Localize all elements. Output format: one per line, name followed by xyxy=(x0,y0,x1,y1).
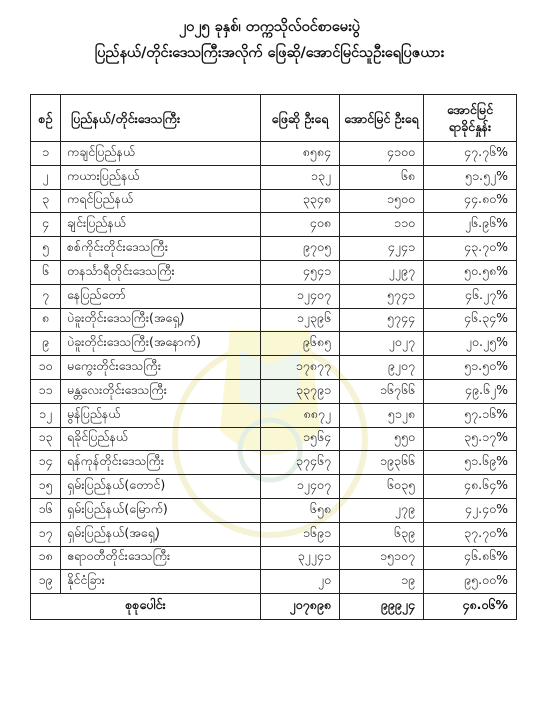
cell-region: ရန်ကုန်တိုင်းဒေသကြီး xyxy=(61,451,261,475)
cell-no: ၁ xyxy=(31,142,61,166)
cell-pass-rate: ၄၂.၄၀% xyxy=(424,498,517,522)
cell-candidates: ၁၂၄၀၇ xyxy=(261,475,340,499)
header-region: ပြည်နယ်/တိုင်းဒေသကြီး xyxy=(61,95,261,142)
table-header-row xyxy=(31,95,517,142)
total-candidates: ၂၀၇၈၉၈ xyxy=(261,594,340,620)
cell-region: စစ်ကိုင်းတိုင်းဒေသကြီး xyxy=(61,237,261,261)
cell-passed: ၁၉၃၆၆ xyxy=(340,451,424,475)
cell-candidates: ၁၆၉၁ xyxy=(261,522,340,546)
results-table xyxy=(30,94,517,620)
cell-candidates: ၁၂၃၉၆ xyxy=(261,308,340,332)
cell-pass-rate: ၄၆.၃၄% xyxy=(424,308,517,332)
cell-no: ၁၁ xyxy=(31,379,61,403)
cell-region: ကရင်ပြည်နယ် xyxy=(61,189,261,213)
table-row xyxy=(31,189,517,213)
cell-pass-rate: ၅၁.၅၂% xyxy=(424,165,517,189)
cell-region: ချင်းပြည်နယ် xyxy=(61,213,261,237)
cell-no: ၈ xyxy=(31,308,61,332)
table-row xyxy=(31,570,517,594)
cell-passed: ၅၇၄၁ xyxy=(340,284,424,308)
cell-passed: ၆၃၉ xyxy=(340,522,424,546)
cell-region: မန္တလေးတိုင်းဒေသကြီး xyxy=(61,379,261,403)
cell-no: ၂ xyxy=(31,165,61,189)
cell-no: ၁၅ xyxy=(31,475,61,499)
cell-region: မကွေးတိုင်းဒေသကြီး xyxy=(61,356,261,380)
cell-no: ၉ xyxy=(31,332,61,356)
cell-no: ၁၇ xyxy=(31,522,61,546)
cell-passed: ၆၀၃၅ xyxy=(340,475,424,499)
table-row xyxy=(31,403,517,427)
table-row xyxy=(31,498,517,522)
table-row xyxy=(31,522,517,546)
cell-no: ၁၃ xyxy=(31,427,61,451)
cell-passed: ၁၅၀၀ xyxy=(340,189,424,213)
cell-region: ရှမ်းပြည်နယ်(အရှေ့) xyxy=(61,522,261,546)
table-row xyxy=(31,142,517,166)
cell-pass-rate: ၉၅.၀၀% xyxy=(424,570,517,594)
header-no: စဉ် xyxy=(31,95,61,142)
table-row xyxy=(31,284,517,308)
cell-candidates: ၃၃၄၈ xyxy=(261,189,340,213)
cell-candidates: ၃၇၄၆၇ xyxy=(261,451,340,475)
cell-pass-rate: ၄၉.၆၂% xyxy=(424,379,517,403)
table-row xyxy=(31,332,517,356)
cell-passed: ၅၁၂၈ xyxy=(340,403,424,427)
cell-pass-rate: ၄၆.၂၇% xyxy=(424,284,517,308)
cell-pass-rate: ၅၇.၁၆% xyxy=(424,403,517,427)
cell-region: နိုင်ငံခြား xyxy=(61,570,261,594)
table-row xyxy=(31,379,517,403)
cell-no: ၁၄ xyxy=(31,451,61,475)
cell-passed: ၆၈ xyxy=(340,165,424,189)
total-label: စုစုပေါင်း xyxy=(31,594,261,620)
table-row xyxy=(31,308,517,332)
cell-region: ပဲခူးတိုင်းဒေသကြီး(အနောက်) xyxy=(61,332,261,356)
cell-region: ရှမ်းပြည်နယ်(တောင်) xyxy=(61,475,261,499)
cell-passed: ၁၉ xyxy=(340,570,424,594)
cell-pass-rate: ၅၁.၆၉% xyxy=(424,451,517,475)
table-row xyxy=(31,213,517,237)
cell-candidates: ၉၇၀၅ xyxy=(261,237,340,261)
cell-passed: ၁၅၁၀၇ xyxy=(340,546,424,570)
cell-pass-rate: ၄၃.၇၀% xyxy=(424,237,517,261)
table-row xyxy=(31,165,517,189)
cell-candidates: ၄၀၈ xyxy=(261,213,340,237)
cell-no: ၁၈ xyxy=(31,546,61,570)
cell-pass-rate: ၅၀.၅၈% xyxy=(424,260,517,284)
cell-pass-rate: ၅၁.၅၀% xyxy=(424,356,517,380)
cell-region: ဧရာဝတီတိုင်းဒေသကြီး xyxy=(61,546,261,570)
cell-candidates: ၄၅၄၁ xyxy=(261,260,340,284)
cell-region: မွန်ပြည်နယ် xyxy=(61,403,261,427)
title-line-2: ပြည်နယ်/တိုင်းဒေသကြီးအလိုက် ဖြေဆို/အောင်မြင်သူဦးရေပြဇယား xyxy=(94,45,445,61)
cell-no: ၅ xyxy=(31,237,61,261)
cell-pass-rate: ၃၇.၇၀% xyxy=(424,522,517,546)
cell-pass-rate: ၄၆.၈၆% xyxy=(424,546,517,570)
cell-passed: ၂၇၉ xyxy=(340,498,424,522)
cell-region: ရခိုင်ပြည်နယ် xyxy=(61,427,261,451)
cell-region: တနင်္သာရီတိုင်းဒေသကြီး xyxy=(61,260,261,284)
cell-candidates: ၃၂၂၄၁ xyxy=(261,546,340,570)
table-row xyxy=(31,427,517,451)
cell-no: ၁၉ xyxy=(31,570,61,594)
cell-candidates: ၈၈၇၂ xyxy=(261,403,340,427)
table-row xyxy=(31,237,517,261)
table-row xyxy=(31,356,517,380)
cell-candidates: ၁၅၆၄ xyxy=(261,427,340,451)
cell-no: ၁၀ xyxy=(31,356,61,380)
cell-no: ၃ xyxy=(31,189,61,213)
cell-passed: ၁၆၇၆၆ xyxy=(340,379,424,403)
cell-pass-rate: ၂၆.၉၆% xyxy=(424,213,517,237)
cell-region: နေပြည်တော် xyxy=(61,284,261,308)
total-row xyxy=(31,594,517,620)
cell-passed: ၂၂၉၇ xyxy=(340,260,424,284)
cell-candidates: ၂၀ xyxy=(261,570,340,594)
cell-pass-rate: ၄၄.၈၀% xyxy=(424,189,517,213)
header-pass-rate: အောင်မြင် ရာခိုင်နှုန်း xyxy=(424,95,517,142)
cell-region: ရှမ်းပြည်နယ်(မြောက်) xyxy=(61,498,261,522)
cell-candidates: ၈၅၈၄ xyxy=(261,142,340,166)
header-passed: အောင်မြင် ဦးရေ xyxy=(340,95,424,142)
total-pass-rate: ၄၈.၀၆% xyxy=(424,594,517,620)
cell-pass-rate: ၂၀.၂၅% xyxy=(424,332,517,356)
cell-passed: ၅၇၄၄ xyxy=(340,308,424,332)
cell-region: ပဲခူးတိုင်းဒေသကြီး(အရှေ့) xyxy=(61,308,261,332)
cell-passed: ၉၂၀၇ xyxy=(340,356,424,380)
cell-passed: ၅၅၀ xyxy=(340,427,424,451)
table-row xyxy=(31,475,517,499)
cell-candidates: ၁၃၂ xyxy=(261,165,340,189)
cell-passed: ၁၁၀ xyxy=(340,213,424,237)
cell-candidates: ၁၇၈၇၇ xyxy=(261,356,340,380)
cell-no: ၁၆ xyxy=(31,498,61,522)
cell-passed: ၂၀၂၇ xyxy=(340,332,424,356)
cell-pass-rate: ၃၅.၁၇% xyxy=(424,427,517,451)
cell-candidates: ၉၆၈၅ xyxy=(261,332,340,356)
header-candidates: ဖြေဆို ဦးရေ xyxy=(261,95,340,142)
cell-candidates: ၃၃၇၉၁ xyxy=(261,379,340,403)
table-row xyxy=(31,260,517,284)
total-passed: ၉၉၉၂၄ xyxy=(340,594,424,620)
cell-passed: ၄၂၄၁ xyxy=(340,237,424,261)
title-line-1: ၂၀၂၅ ခုနှစ်၊ တက္ကသိုလ်ဝင်စာမေးပွဲ xyxy=(178,19,361,35)
cell-pass-rate: ၄၈.၆၄% xyxy=(424,475,517,499)
cell-region: ကယားပြည်နယ် xyxy=(61,165,261,189)
cell-region: ကချင်ပြည်နယ် xyxy=(61,142,261,166)
table-row xyxy=(31,451,517,475)
cell-passed: ၄၁၀၀ xyxy=(340,142,424,166)
cell-candidates: ၁၂၄၀၇ xyxy=(261,284,340,308)
cell-candidates: ၆၅၈ xyxy=(261,498,340,522)
cell-pass-rate: ၄၇.၇၆% xyxy=(424,142,517,166)
cell-no: ၆ xyxy=(31,260,61,284)
cell-no: ၇ xyxy=(31,284,61,308)
table-row xyxy=(31,546,517,570)
cell-no: ၁၂ xyxy=(31,403,61,427)
cell-no: ၄ xyxy=(31,213,61,237)
